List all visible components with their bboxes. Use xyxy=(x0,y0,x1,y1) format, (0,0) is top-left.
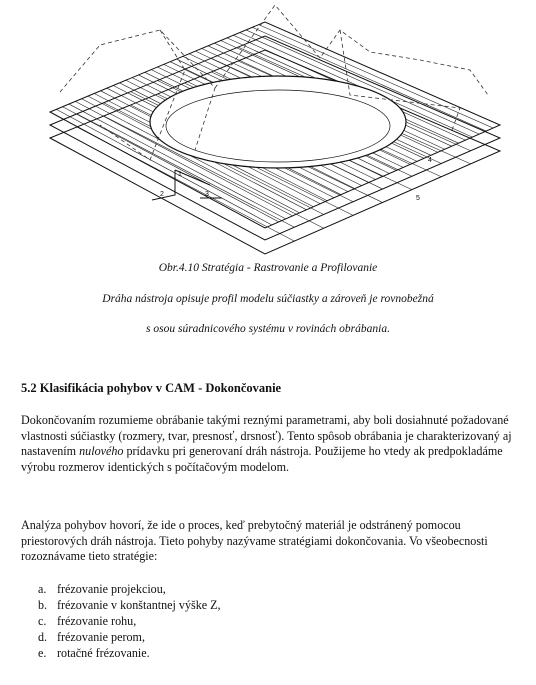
list-item xyxy=(21,597,221,613)
figure-frame xyxy=(50,22,500,254)
paragraph-finishing-part2: prídavku pri generovaní dráh nástroja. Použijeme ho vtedy ak predpokladáme výrobu rozmerov identických s počítačovým modelom. xyxy=(21,444,503,474)
figure-caption-title: Obr.4.10 Stratégia - Rastrovanie a Profilovanie xyxy=(158,262,378,274)
list-marker: c. xyxy=(38,614,47,628)
figure-caption-line2: s osou súradnicového systému v rovinách obrábania. xyxy=(146,323,390,335)
figure-label-5: 5 xyxy=(416,195,420,202)
paragraph-finishing-emphasis: nulového xyxy=(79,444,124,458)
list-marker: b. xyxy=(38,598,48,612)
list-marker: a. xyxy=(38,582,47,596)
list-text: frézovanie perom, xyxy=(57,630,145,644)
figure-label-4: 4 xyxy=(428,157,432,164)
list-text: frézovanie rohu, xyxy=(57,614,137,628)
figure-label-1: 1 xyxy=(178,171,182,178)
paragraph-finishing-part1: Dokončovaním rozumieme obrábanie takými reznými parametrami, aby boli dosiahnuté požadované vlastnosti súčiastky (rozmery, tvar, presnosť, drsnosť). Tento spôsob obrábania je charakterizovaný aj nastavením xyxy=(21,413,512,458)
paragraph-analysis: Analýza pohybov hovorí, že ide o proces, keď prebytočný materiál je odstránený pomocou priestorových dráh nástroja. Tieto pohyby nazývame stratégiami dokončovania. Vo všeobecnosti rozoznávame tieto stratégie: xyxy=(21,518,488,563)
figure-label-3: 3 xyxy=(205,191,209,198)
strategy-list xyxy=(21,581,221,661)
list-text: rotačné frézovanie. xyxy=(57,646,150,660)
figure-label-2: 2 xyxy=(160,191,164,198)
list-item xyxy=(21,613,221,629)
section-heading: 5.2 Klasifikácia pohybov v CAM - Dokončovanie xyxy=(21,381,282,395)
toolpath-figure xyxy=(40,0,510,258)
list-item xyxy=(21,645,221,661)
list-text: frézovanie projekciou, xyxy=(57,582,166,596)
list-item xyxy=(21,629,221,645)
list-item xyxy=(21,581,221,597)
figure-caption-line1: Dráha nástroja opisuje profil modelu súčiastky a zároveň je rovnobežná xyxy=(102,293,434,305)
list-marker: d. xyxy=(38,630,48,644)
list-text: frézovanie v konštantnej výške Z, xyxy=(57,598,221,612)
paragraph-finishing xyxy=(21,413,521,475)
list-marker: e. xyxy=(38,646,47,660)
